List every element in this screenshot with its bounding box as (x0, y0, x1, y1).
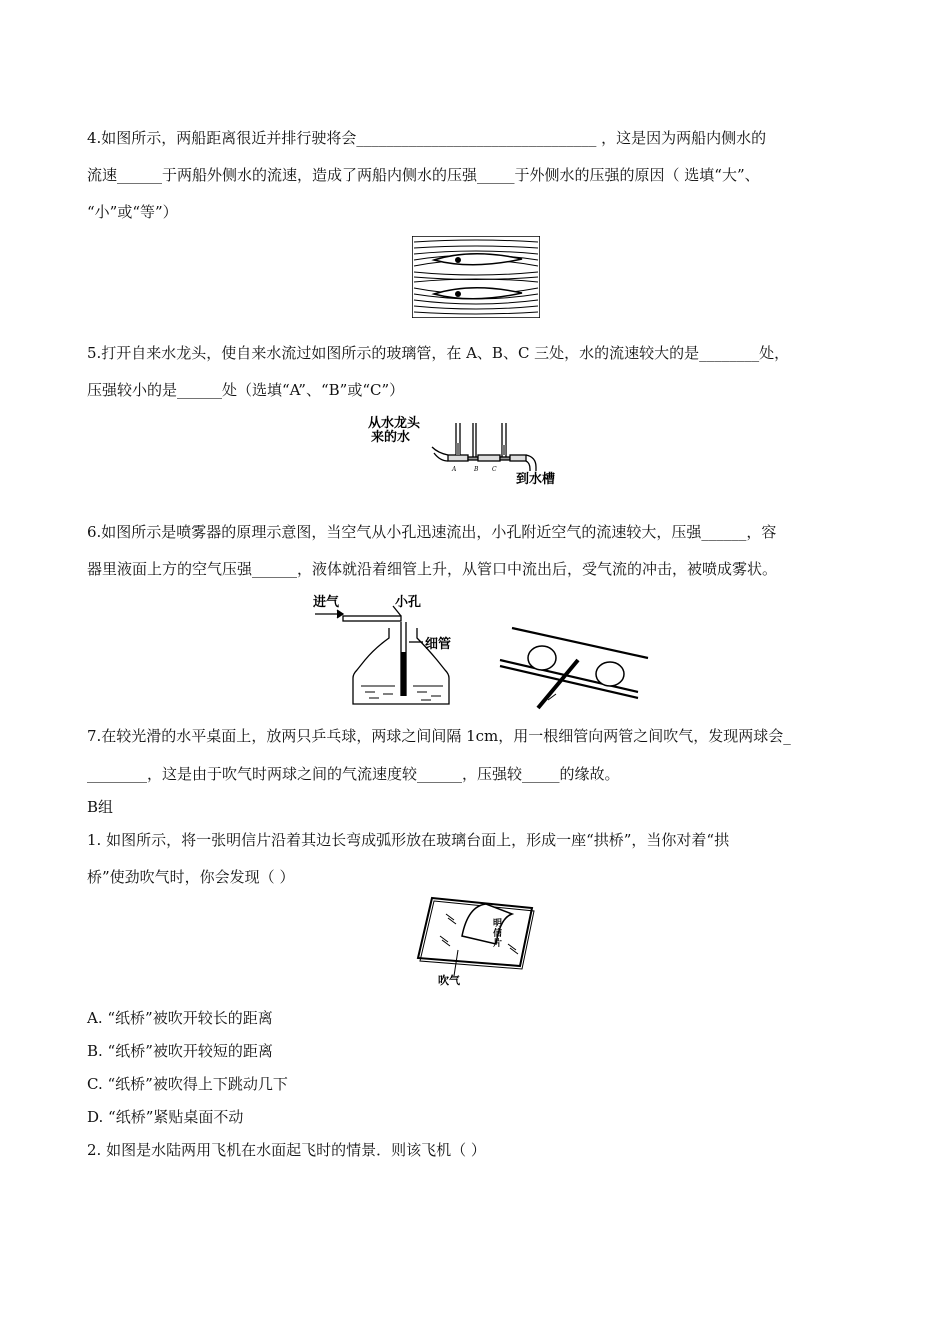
q7-text-line-1: 7.在较光滑的水平桌面上，放两只乒乓球，两球之间间隔 1cm，用一根细管向两管之间吹气，发现两球会_ (87, 727, 791, 745)
b1-option-c: C. “纸桥”被吹得上下跳动几下 (87, 1075, 288, 1093)
label-from-tap-1: 从水龙头 (368, 416, 421, 431)
point-a-label: A (452, 466, 457, 473)
label-small-hole: 小孔 (395, 595, 422, 610)
b1-text-line-2: 桥”使劲吹气时，你会发现（ ） (87, 868, 295, 886)
card-text: 明信片 (491, 918, 501, 948)
b1-option-d: D. “纸桥”紧贴桌面不动 (87, 1108, 244, 1126)
label-from-tap-2: 来的水 (371, 430, 411, 445)
label-thin-tube: 细管 (425, 637, 452, 652)
label-air-inlet: 进气 (313, 595, 340, 610)
q4-text-line-3: “小”或“等”） (87, 203, 178, 221)
sprayer-figure (313, 592, 463, 708)
label-blow: 吹气 (438, 974, 460, 987)
glass-tube-figure (368, 413, 568, 487)
point-b-label: B (474, 466, 479, 473)
label-to-sink: 到水槽 (516, 472, 556, 487)
q4-text-line-1: 4.如图所示，两船距离很近并排行驶将会________________________________ ，这是因为两船内侧水的 (87, 129, 767, 147)
q6-text-line-1: 6.如图所示是喷雾器的原理示意图，当空气从小孔迅速流出，小孔附近空气的流速较大，压强______，容 (87, 523, 777, 541)
q4-text-line-2: 流速______于两船外侧水的流速，造成了两船内侧水的压强_____于外侧水的压强的原因（ 选填“大”、 (87, 166, 760, 184)
two-boats-figure (412, 236, 540, 318)
group-b-heading: B组 (87, 798, 114, 816)
q7-text-line-2: ________，这是由于吹气时两球之间的气流速度较______，压强较_____的缘故。 (87, 765, 620, 783)
q6-text-line-2: 器里液面上方的空气压强______，液体就沿着细管上升，从管口中流出后，受气流的冲击，被喷成雾状。 (87, 560, 778, 578)
q5-text-line-1: 5.打开自来水龙头，使自来水流过如图所示的玻璃管，在 A、B、C 三处，水的流速较大的是________处， (87, 344, 790, 362)
b1-text-line-1: 1. 如图所示，将一张明信片沿着其边长弯成弧形放在玻璃台面上，形成一座“拱桥”，当你对着“拱 (87, 831, 730, 849)
b2-text-line-1: 2. 如图是水陆两用飞机在水面起飞时的情景．则该飞机（ ） (87, 1141, 486, 1159)
postcard-bridge-figure (416, 896, 536, 988)
b1-option-a: A. “纸桥”被吹开较长的距离 (87, 1009, 273, 1027)
q5-text-line-2: 压强较小的是______处（选填“A”、“B”或“C”） (87, 381, 405, 399)
ping-pong-balls-figure (498, 620, 650, 712)
point-c-label: C (492, 466, 497, 473)
b1-option-b: B. “纸桥”被吹开较短的距离 (87, 1042, 273, 1060)
